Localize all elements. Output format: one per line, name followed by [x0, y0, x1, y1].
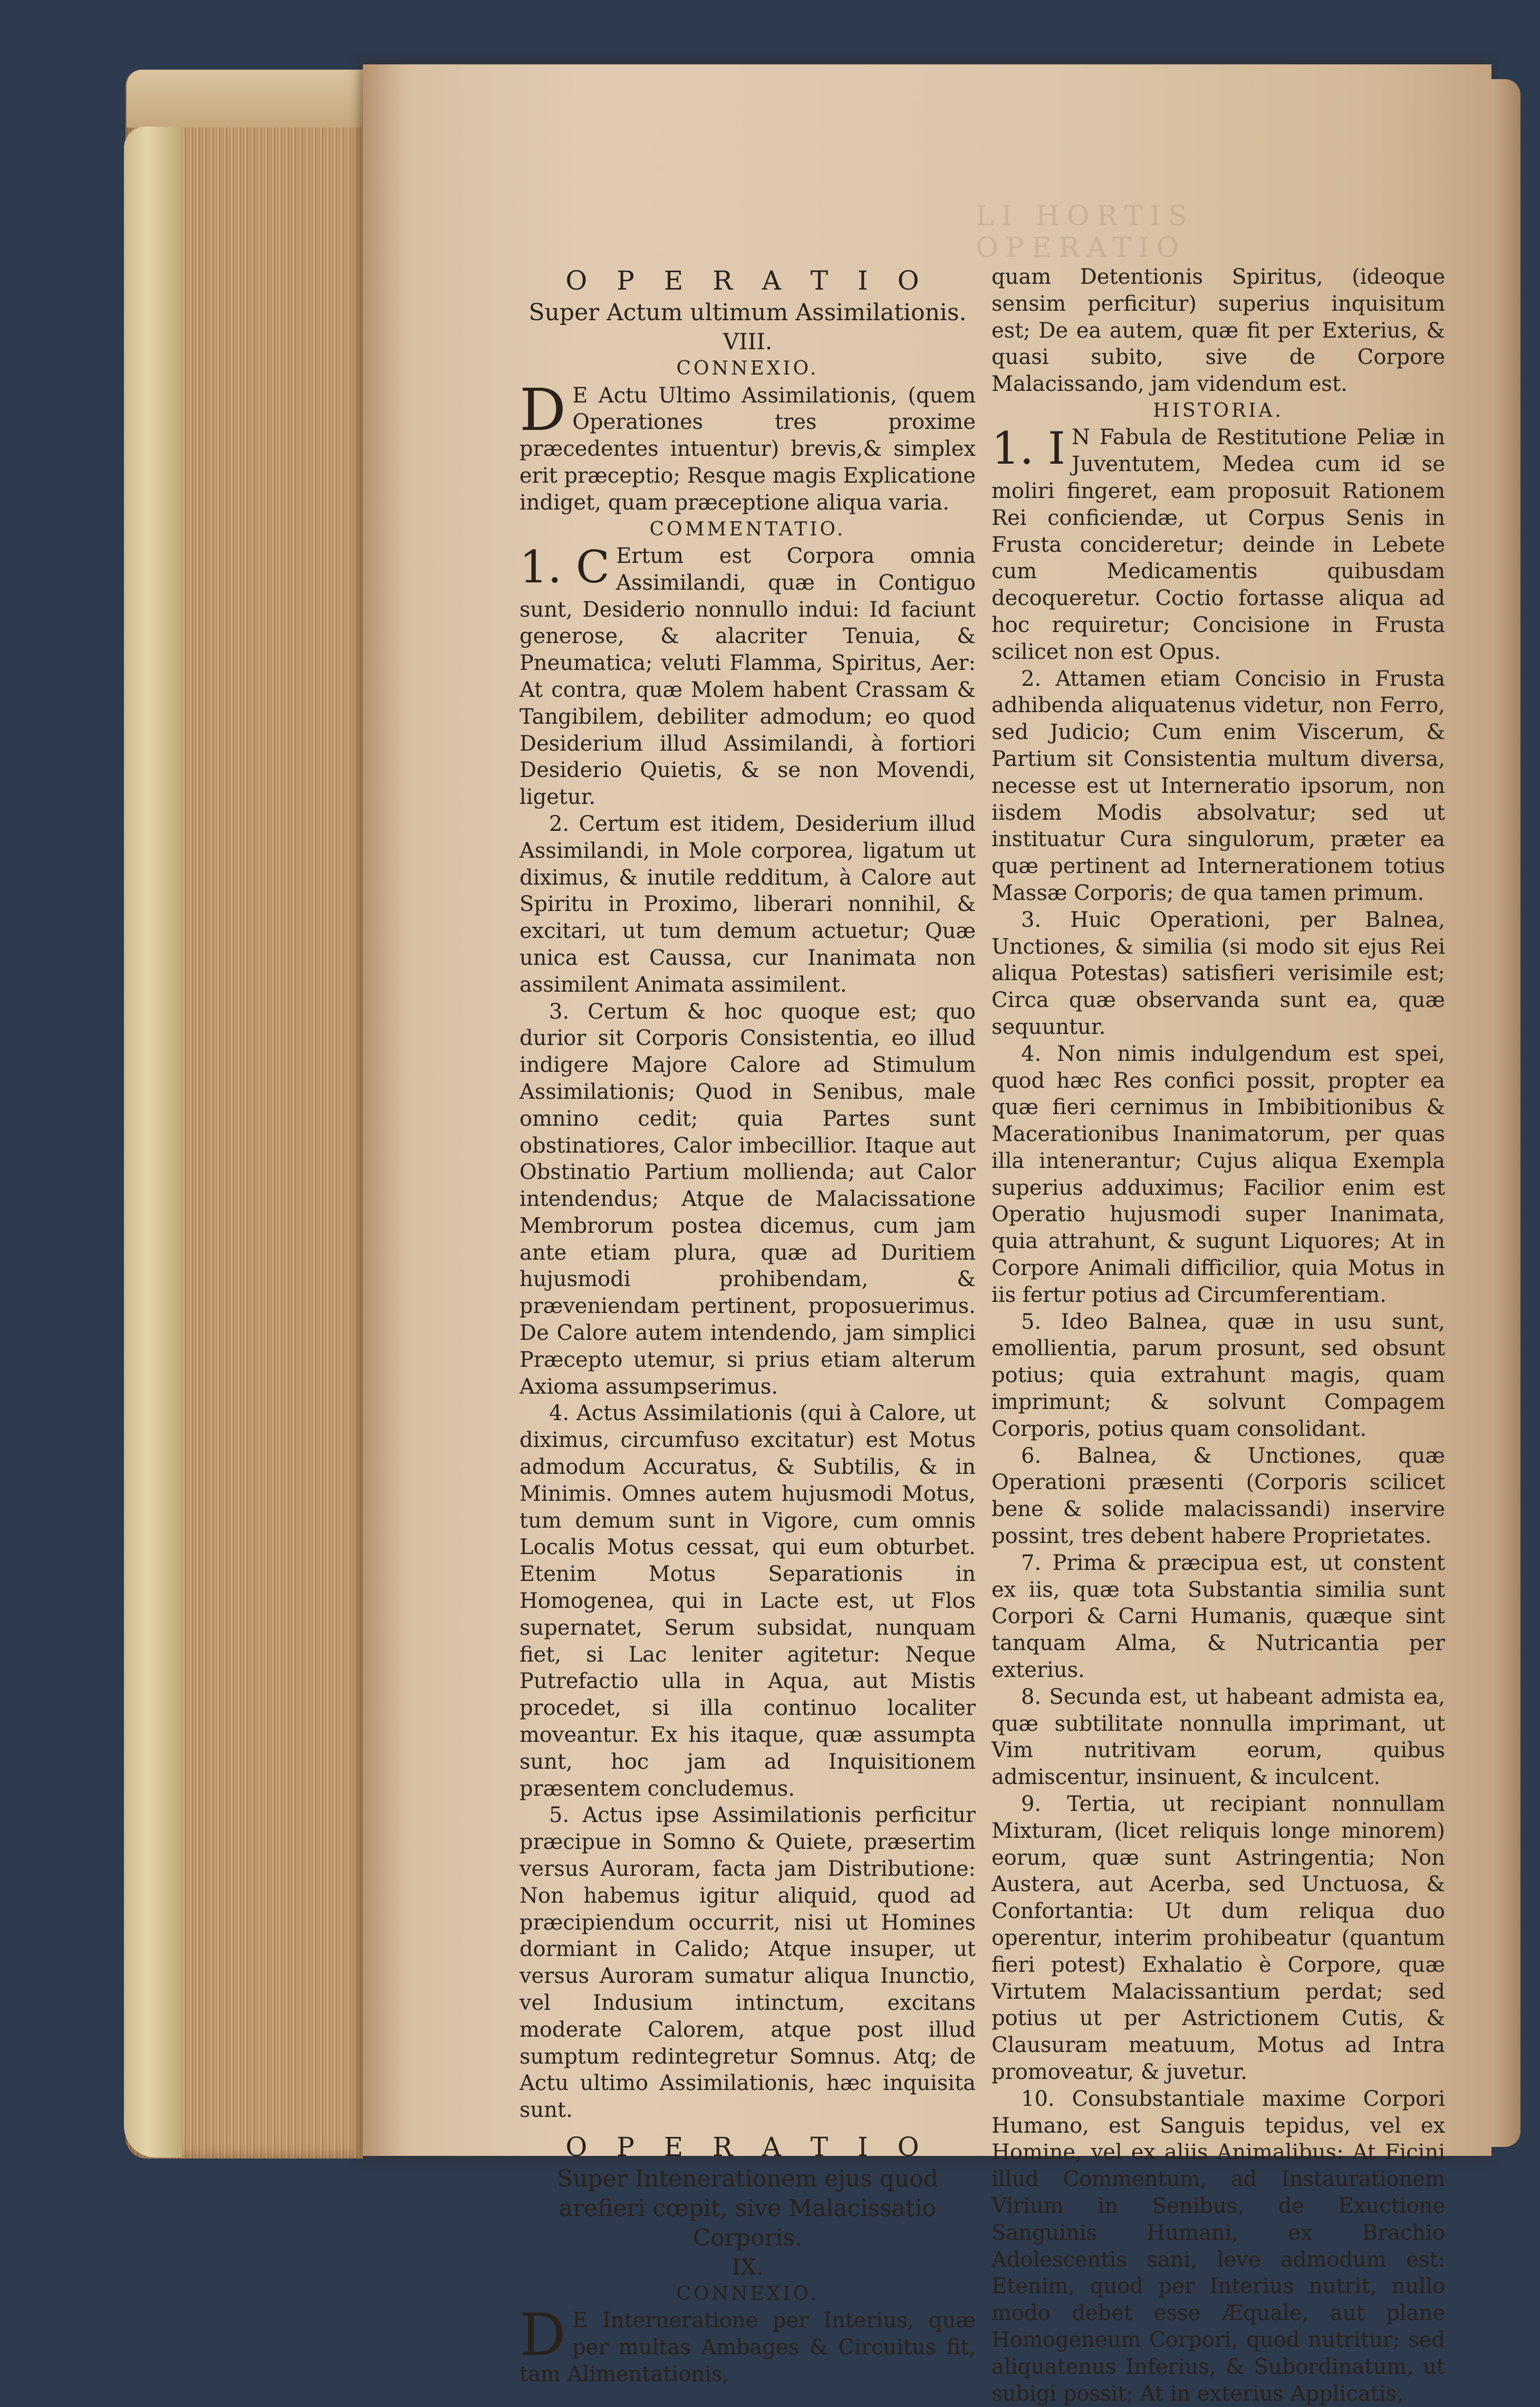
- right-column: [992, 264, 1445, 2407]
- intro-paragraph: quam Detentionis Spiritus, (ideoque sensim perficitur) superius inquisitum est; De ea autem, quæ fit per Exterius, & quasi subito, sive de Corpore Malacissando, jam videndum est.: [992, 265, 1445, 397]
- connexio-text: E Interneratione per Interius, quæ per multas Ambages & Circuitus fit, tam Alimentationis,: [519, 2308, 976, 2386]
- connexio-text: E Actu Ultimo Assimilationis, (quem Operationes tres proxime præcedentes intuentur) brevis,& simplex erit præceptio; Resque magis Explicatione indiget, quam præceptione aliqua varia.: [519, 383, 976, 515]
- left-column: [519, 264, 976, 2388]
- operation-8-subtitle: Super Actum ultimum Assimilationis.: [528, 299, 967, 326]
- commentatio-paragraph-2: 2. Certum est itidem, Desiderium illud Assimilandi, in Mole corporea, ligatum ut diximus, & inutile redditum, à Calore aut Spiritu in Proximo, liberari nonnihil, & excitari, ut tum demum actuetur; Quæ unica est Caussa, cur Inanimata non assimilent Animata assimilent.: [519, 811, 976, 997]
- drop-cap: 1. C: [519, 541, 610, 593]
- bleed-through-line: LI HORTIS: [976, 200, 1195, 232]
- drop-cap: D: [519, 376, 566, 444]
- drop-cap: D: [519, 2301, 566, 2369]
- historia-paragraph-9: 9. Tertia, ut recipiant nonnullam Mixturam, (licet reliquis longe minorem) eorum, quæ sunt Astringentia; Non Austera, aut Acerba, sed Unctuosa, & Confortantia: Ut dum reliqua duo operentur, interim prohibeatur (quantum fieri potest) Exhalatio è Corpore, quæ Virtutem Malacissantium perdat; sed potius ut per Astrictionem Cutis, & Clausuram meatuum, Motus ad Intra promoveatur, & juvetur.: [992, 1792, 1445, 2084]
- operation-9-number: IX.: [732, 2253, 764, 2280]
- paragraph-text: N Fabula de Restitutione Peliæ in Juventutem, Medea cum id se moliri fingeret, eam proposuit Rationem Rei conficiendæ, ut Corpus Senis in Frusta concideretur; deinde in Lebete cum Medicamentis quibusdam decoqueretur. Coctio fortasse aliqua ad hoc requiretur; Concisione in Frusta scilicet non est Opus.: [992, 425, 1445, 664]
- historia-paragraph-8: 8. Secunda est, ut habeant admista ea, quæ subtilitate nonnulla imprimant, ut Vim nutritivam eorum, quibus admiscentur, insinuent, & inculcent.: [992, 1684, 1445, 1790]
- historia-paragraph-2: 2. Attamen etiam Concisio in Frusta adhibenda aliquatenus videtur, non Ferro, sed Judicio; Cum enim Viscerum, & Partium sit Consistentia multum diversa, necesse est ut Interneratio ipsorum, non iisdem Modis absolvatur; sed ut instituatur Cura singulorum, præter ea quæ pertinent ad Internerationem totius Massæ Corporis; de qua tamen primum.: [992, 666, 1445, 905]
- connexio-heading: CONNEXIO.: [676, 358, 819, 380]
- historia-heading: HISTORIA.: [1153, 399, 1284, 421]
- book-head-edge: [127, 70, 363, 128]
- drop-cap: 1. I: [992, 423, 1066, 475]
- commentatio-paragraph-4: 4. Actus Assimilationis (qui à Calore, ut diximus, circumfuso excitatur) est Motus admodum Accuratus, & Subtilis, & in Minimis. Omnes autem hujusmodi Motus, tum demum sunt in Vigore, cum omnis Localis Motus cessat, qui eum obturbet. Etenim Motus Separationis in Homogenea, qui in Lacte est, ut Flos supernatet, Serum subsidat, nunquam fiet, si Lac leniter agitetur: Neque Putrefactio ulla in Aqua, aut Mistis procedet, si illa continuo localiter moveantur. Ex his itaque, quæ assumpta sunt, hoc jam ad Inquisitionem præsentem concludemus.: [519, 1401, 976, 1801]
- historia-paragraph-3: 3. Huic Operationi, per Balnea, Unctiones, & similia (si modo sit ejus Rei aliqua Potestas) satisfieri verisimile est; Circa quæ observanda sunt ea, quæ sequuntur.: [992, 907, 1445, 1039]
- commentatio-paragraph-5: 5. Actus ipse Assimilationis perficitur præcipue in Somno & Quiete, præsertim versus Auroram, facta jam Distributione: Non habemus igitur aliquid, quod ad præcipiendum occurrit, nisi ut Homines dormiant in Calido; Atque insuper, ut versus Auroram sumatur aliqua Inunctio, vel Indusium intinctum, excitans moderate Calorem, atque post illud sumptum redintegretur Somnus. Atq; de Actu ultimo Assimilationis, hæc inquisita sunt.: [519, 1803, 976, 2123]
- commentatio-heading: COMMENTATIO.: [649, 518, 846, 540]
- historia-paragraph-4: 4. Non nimis indulgendum est spei, quod hæc Res confici possit, propter ea quæ fieri cernimus in Imbibitionibus & Macerationibus Inanimatorum, per quas illa intenerantur; Cujus aliqua Exempla superius adduximus; Facilior enim est Operatio hujusmodi super Inanimata, quia attrahunt, & sugunt Liquores; At in Corpore Animali difficilior, quia Motus in iis fertur potius ad Circumferentiam.: [992, 1041, 1445, 1307]
- paragraph-text: Ertum est Corpora omnia Assimilandi, quæ in Contiguo sunt, Desiderio nonnullo indui: Id faciunt generose, & alacriter Tenuia, & Pneumatica; veluti Flamma, Spiritus, Aer: At contra, quæ Molem habent Crassam & Tangibilem, debiliter admodum; eo quod Desiderium illud Assimilandi, à fortiori Desiderio Quietis, & se non Movendi, ligetur.: [519, 543, 976, 810]
- bleed-through-text: [976, 200, 1450, 264]
- operation-9-subtitle: Super Intenerationem ejus quod arefieri cœpit, sive Malacissatio Corporis.: [557, 2165, 938, 2251]
- page-right-edge: [1491, 79, 1520, 2147]
- historia-paragraph-7: 7. Prima & præcipua est, ut constent ex iis, quæ tota Substantia similia sunt Corpori & Carni Humanis, quæque sint tanquam Alma, & Nutricantia per exterius.: [992, 1550, 1445, 1683]
- operation-8-number: VIII.: [723, 328, 773, 354]
- commentatio-paragraph-3: 3. Certum & hoc quoque est; quo durior sit Corporis Consistentia, eo illud indigere Majore Calore ad Stimulum Assimilationis; Quod in Senibus, male omnino cedit; quia Partes sunt obstinatiores, Calor imbecillior. Itaque aut Obstinatio Partium mollienda; aut Calor intendendus; Atque de Malacissatione Membrorum postea dicemus, cum jam ante etiam plura, quæ ad Duritiem hujusmodi prohibendam, & præveniendam pertinent, proposuerimus. De Calore autem intendendo, jam simplici Præcepto utemur, si prius etiam alterum Axioma assumpserimus.: [519, 999, 976, 1399]
- operation-8-title: O P E R A T I O: [565, 265, 930, 296]
- operation-9-title: O P E R A T I O: [565, 2131, 930, 2162]
- connexio-paragraph: [519, 2301, 976, 2387]
- historia-paragraph-6: 6. Balnea, & Unctiones, quæ Operationi præsenti (Corporis scilicet bene & solide malacissandi) inservire possint, tres debent habere Proprietates.: [992, 1443, 1445, 1549]
- historia-paragraph-10: 10. Consubstantiale maxime Corpori Humano, est Sanguis tepidus, vel ex Homine, vel ex aliis Animalibus: At Ficini illud Commentum, ad Instaurationem Virium in Senibus, de Exuctione Sanguinis Humani, ex Brachio Adolescentis sani, leve admodum est: Etenim, quod per Interius nutrit, nullo modo debet esse Æquale, aut plane Homogeneum Corpori, quod nutritur; sed aliquatenus Inferius, & Subordinatum, ut subigi possit; At in exterius Applicatis,: [992, 2086, 1445, 2406]
- commentatio-paragraph-1: [519, 543, 976, 811]
- historia-paragraph-5: 5. Ideo Balnea, quæ in usu sunt, emollientia, parum prosunt, sed obsunt potius; quia extrahunt magis, quam imprimunt; & solvunt Compagem Corporis, potius quam consolidant.: [992, 1309, 1445, 1441]
- connexio-paragraph: [519, 376, 976, 516]
- connexio-heading: CONNEXIO.: [676, 2283, 819, 2305]
- bleed-through-line: OPERATIO: [976, 232, 1187, 264]
- historia-paragraph-1: [992, 424, 1445, 665]
- vellum-binding: [124, 127, 182, 2157]
